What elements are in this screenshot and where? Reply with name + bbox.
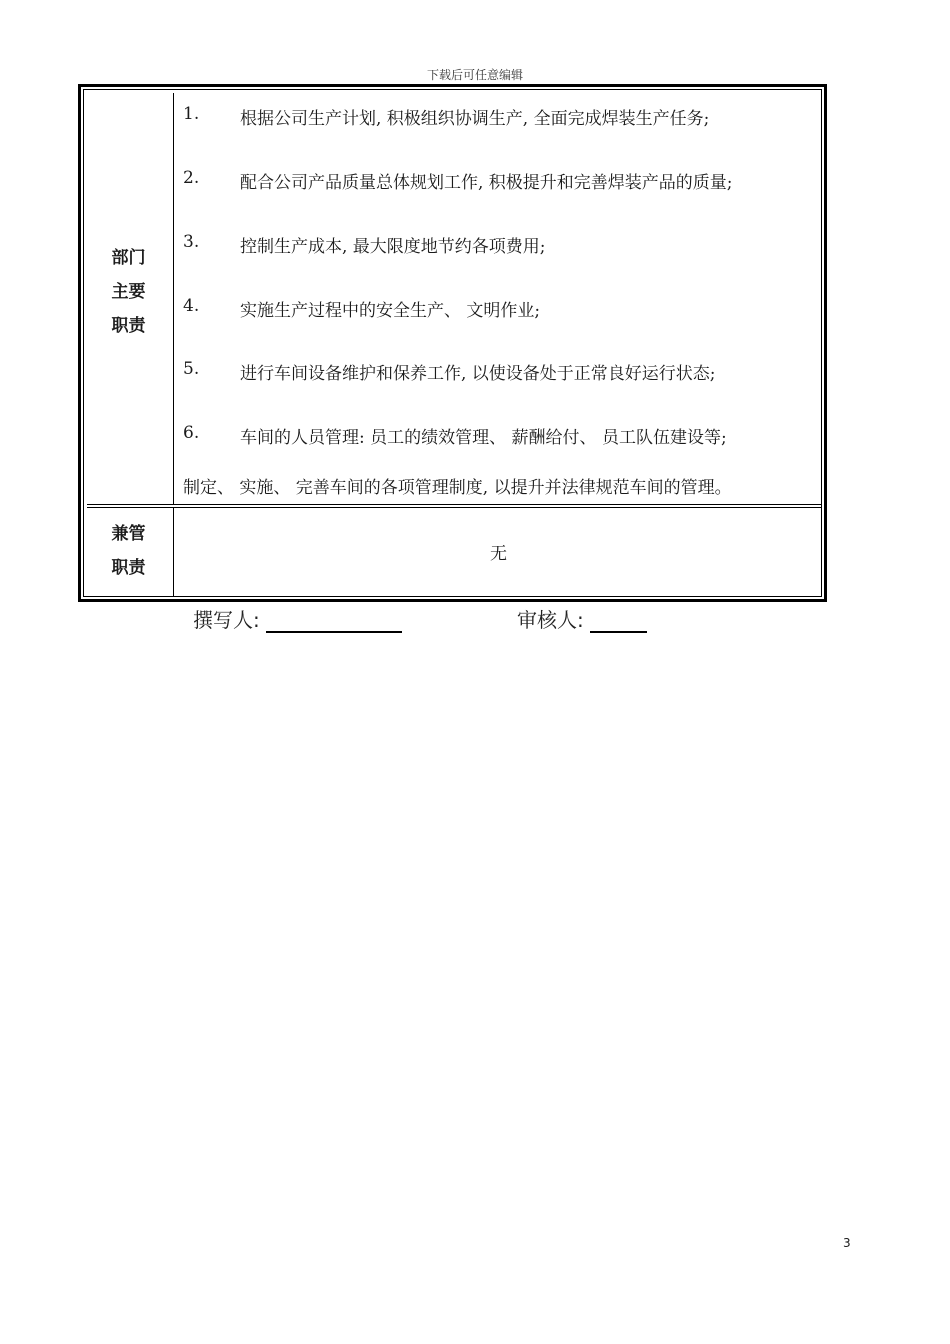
writer-blank[interactable] — [266, 609, 402, 633]
concurrent-duties-value: 无 — [490, 544, 507, 564]
writer-label: 撰写人: — [193, 608, 260, 632]
reviewer-signature — [517, 604, 647, 633]
duty-item: 4. 实施生产过程中的安全生产、 文明作业; — [183, 296, 541, 321]
reviewer-label: 审核人: — [517, 608, 584, 632]
duty-continuation: 制定、 实施、 完善车间的各项管理制度, 以提升并法律规范车间的管理。 — [183, 478, 732, 498]
writer-signature — [193, 604, 402, 633]
column-divider — [173, 508, 174, 596]
duty-item: 6. 车间的人员管理: 员工的绩效管理、 薪酬给付、 员工队伍建设等; — [183, 423, 727, 448]
row-separator — [87, 504, 821, 508]
header-note: 下载后可任意编辑 — [426, 68, 523, 82]
concurrent-duties-label: 兼管 职责 — [111, 524, 146, 578]
duty-table — [78, 84, 827, 602]
duty-item: 5. 进行车间设备维护和保养工作, 以使设备处于正常良好运行状态; — [183, 359, 716, 384]
duty-item: 2. 配合公司产品质量总体规划工作, 积极提升和完善焊装产品的质量; — [183, 168, 733, 193]
column-divider — [173, 93, 174, 504]
reviewer-blank[interactable] — [590, 609, 647, 633]
duty-item: 1. 根据公司生产计划, 积极组织协调生产, 全面完成焊装生产任务; — [183, 104, 710, 129]
page-number: 3 — [843, 1236, 851, 1250]
main-duties-label: 部门 主要 职责 — [111, 248, 146, 336]
duty-item: 3. 控制生产成本, 最大限度地节约各项费用; — [183, 232, 546, 257]
